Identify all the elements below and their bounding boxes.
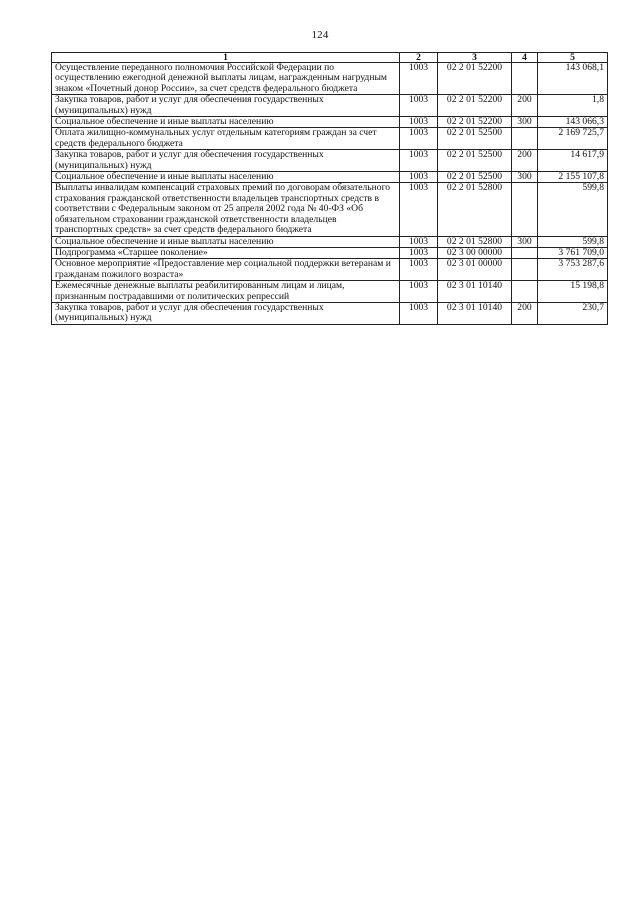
row-target-article: 02 3 00 00000 [438,247,512,258]
row-amount: 14 617,9 [538,150,608,172]
row-target-article: 02 2 01 52500 [438,150,512,172]
row-section-code: 1003 [400,117,438,128]
row-amount: 230,7 [538,302,608,324]
table-row [52,117,608,128]
row-expense-type: 300 [512,117,538,128]
row-expense-type [512,183,538,236]
row-expense-type [512,63,538,95]
row-name: Закупка товаров, работ и услуг для обеспечения государственных (муниципальных) нужд [52,302,400,324]
row-amount: 1,8 [538,95,608,117]
row-name: Закупка товаров, работ и услуг для обеспечения государственных (муниципальных) нужд [52,150,400,172]
table-row [52,302,608,324]
table-row [52,281,608,303]
table-body [52,63,608,325]
row-target-article: 02 2 01 52200 [438,117,512,128]
table-row [52,128,608,150]
row-expense-type [512,128,538,150]
row-name: Основное мероприятие «Предоставление мер социальной поддержки ветеранам и гражданам пожилого возраста» [52,259,400,281]
header-cell-1: 1 [52,53,400,63]
row-section-code: 1003 [400,247,438,258]
row-target-article: 02 2 01 52200 [438,95,512,117]
row-section-code: 1003 [400,259,438,281]
row-target-article: 02 3 01 10140 [438,281,512,303]
row-section-code: 1003 [400,63,438,95]
row-amount: 3 761 709,0 [538,247,608,258]
row-name: Оплата жилищно-коммунальных услуг отдельным категориям граждан за счет средств федерального бюджета [52,128,400,150]
row-amount: 15 198,8 [538,281,608,303]
row-target-article: 02 3 01 00000 [438,259,512,281]
page-number: 124 [311,29,329,41]
table-row [52,247,608,258]
header-row [52,53,608,63]
row-section-code: 1003 [400,150,438,172]
row-section-code: 1003 [400,183,438,236]
table-row [52,63,608,95]
table-row [52,150,608,172]
row-name: Социальное обеспечение и иные выплаты населению [52,117,400,128]
table-row [52,95,608,117]
row-section-code: 1003 [400,281,438,303]
row-target-article: 02 2 01 52800 [438,183,512,236]
row-expense-type [512,281,538,303]
row-amount: 2 169 725,7 [538,128,608,150]
row-target-article: 02 2 01 52500 [438,128,512,150]
table-row [52,236,608,247]
header-cell-5: 5 [538,53,608,63]
table-header [52,53,608,63]
row-expense-type: 200 [512,150,538,172]
header-cell-4: 4 [512,53,538,63]
row-amount: 599,8 [538,236,608,247]
row-name: Социальное обеспечение и иные выплаты населению [52,172,400,183]
row-expense-type [512,247,538,258]
header-cell-3: 3 [438,53,512,63]
row-name: Подпрограмма «Старшее поколение» [52,247,400,258]
row-amount: 143 066,3 [538,117,608,128]
row-expense-type: 300 [512,172,538,183]
row-expense-type: 200 [512,95,538,117]
table-row [52,172,608,183]
row-name: Осуществление переданного полномочия Российской Федерации по осуществлению ежегодной денежной выплаты лицам, награжденным нагрудным знаком «Почетный донор России», за счет средств федерального бюджета [52,63,400,95]
row-section-code: 1003 [400,302,438,324]
row-name: Закупка товаров, работ и услуг для обеспечения государственных (муниципальных) нужд [52,95,400,117]
row-amount: 143 068,1 [538,63,608,95]
header-cell-2: 2 [400,53,438,63]
row-target-article: 02 2 01 52500 [438,172,512,183]
row-target-article: 02 2 01 52800 [438,236,512,247]
row-section-code: 1003 [400,172,438,183]
row-name: Социальное обеспечение и иные выплаты населению [52,236,400,247]
row-amount: 2 155 107,8 [538,172,608,183]
row-expense-type: 300 [512,236,538,247]
row-expense-type [512,259,538,281]
row-target-article: 02 3 01 10140 [438,302,512,324]
row-section-code: 1003 [400,95,438,117]
table-row [52,259,608,281]
row-name: Ежемесячные денежные выплаты реабилитированным лицам и лицам, признанным пострадавшими от политических репрессий [52,281,400,303]
row-amount: 599,8 [538,183,608,236]
table-row [52,183,608,236]
row-amount: 3 753 287,6 [538,259,608,281]
row-expense-type: 200 [512,302,538,324]
row-section-code: 1003 [400,128,438,150]
budget-table [51,52,608,325]
row-target-article: 02 2 01 52200 [438,63,512,95]
row-name: Выплаты инвалидам компенсаций страховых премий по договорам обязательного страхования гражданской ответственности владельцев транспортных средств в соответствии с Федеральным законом от 25 апреля 2002 года № 40-ФЗ «Об обязательном страховании гражданской ответственности владельцев транспортных средств» за счет средств федерального бюджета [52,183,400,236]
row-section-code: 1003 [400,236,438,247]
